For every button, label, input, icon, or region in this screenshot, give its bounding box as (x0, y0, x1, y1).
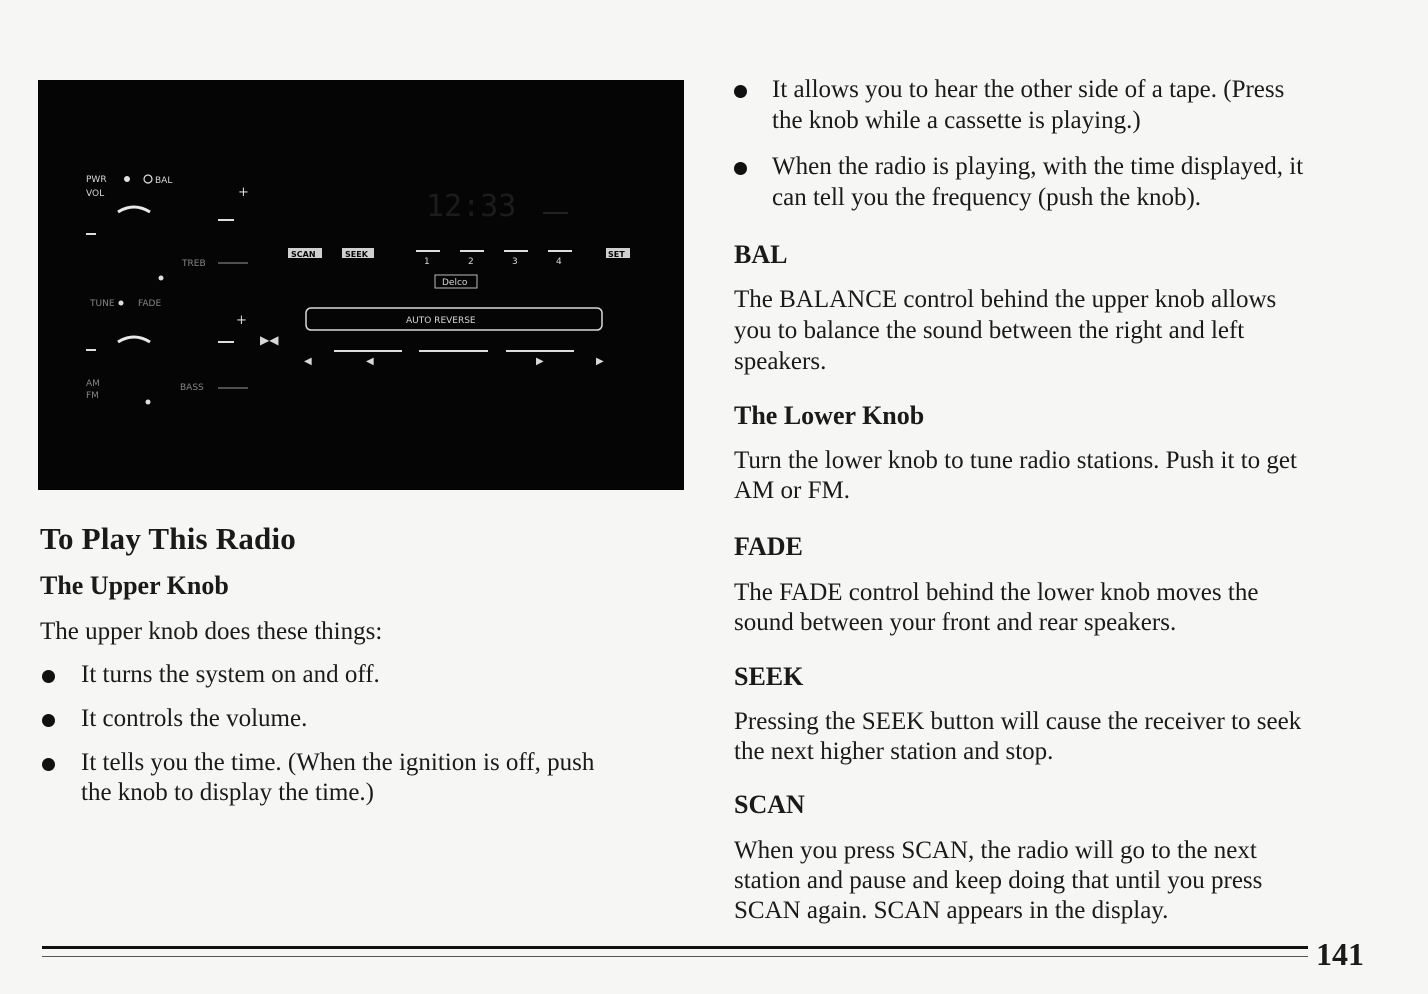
list-item-text-continued: can tell you the frequency (push the knob). (772, 184, 1202, 211)
list-item-text: It controls the volume. (81, 705, 308, 732)
list-item (42, 704, 672, 734)
page-number: 141 (1316, 936, 1364, 972)
list-item (734, 152, 1394, 212)
list-item (42, 660, 672, 690)
radio-label-bass: BASS (180, 383, 204, 393)
radio-label-bal: BAL (155, 176, 173, 186)
radio-seek-button-label: SEEK (345, 250, 368, 259)
list-item (42, 748, 672, 808)
radio-label-fade: FADE (138, 299, 162, 309)
svg-text:+: + (238, 185, 249, 200)
scan-text-line: SCAN again. SCAN appears in the display. (734, 897, 1169, 924)
radio-brand-label: Delco (442, 278, 468, 288)
seek-text-line: the next higher station and stop. (734, 738, 1054, 765)
footer-rule-thin (42, 956, 1308, 957)
bullet-icon (734, 162, 747, 175)
fade-text-line: sound between your front and rear speakers. (734, 609, 1177, 636)
bal-text-line: The BALANCE control behind the upper knob allows (734, 286, 1277, 313)
svg-text:▶: ▶ (536, 356, 544, 367)
upper-knob-intro: The upper knob does these things: (40, 618, 383, 645)
radio-label-pwr: PWR (86, 175, 107, 185)
lower-knob-text-line: Turn the lower knob to tune radio stations. Push it to get (734, 447, 1297, 474)
list-item (734, 75, 1394, 135)
page-title: To Play This Radio (40, 521, 297, 556)
radio-label-treb: TREB (182, 259, 206, 269)
lower-knob-text-line: AM or FM. (734, 477, 850, 504)
bal-text-line: you to balance the sound between the right and left (734, 317, 1245, 344)
list-item-text: When the radio is playing, with the time displayed, it (772, 153, 1304, 180)
scan-text-line: When you press SCAN, the radio will go to the next (734, 837, 1257, 864)
svg-text:▶◀: ▶◀ (260, 333, 279, 347)
bullet-icon (42, 714, 55, 727)
bal-heading: BAL (734, 240, 788, 269)
radio-preset-label: 1 (424, 257, 430, 267)
seek-text-line: Pressing the SEEK button will cause the receiver to seek (734, 708, 1302, 735)
radio-set-button-label: SET (608, 250, 625, 259)
svg-text:+: + (236, 313, 247, 328)
bullet-icon (42, 670, 55, 683)
radio-faceplate-illustration (38, 80, 684, 490)
radio-auto-reverse-label: AUTO REVERSE (406, 316, 476, 326)
radio-preset-label: 3 (512, 257, 518, 267)
radio-time-display: 12:33 (426, 189, 517, 224)
radio-label-vol: VOL (86, 189, 105, 199)
list-item-text: It allows you to hear the other side of a tape. (Press (772, 76, 1285, 103)
list-item-text: It turns the system on and off. (81, 661, 380, 688)
radio-label-fm: FM (86, 391, 99, 401)
svg-text:▶: ▶ (596, 356, 604, 367)
seek-heading: SEEK (734, 662, 804, 691)
radio-photo (38, 80, 684, 490)
radio-label-am: AM (86, 379, 100, 389)
fade-heading: FADE (734, 532, 803, 561)
list-item-text-continued: the knob while a cassette is playing.) (772, 107, 1141, 134)
lower-knob-heading: The Lower Knob (734, 401, 925, 430)
list-item-text-continued: the knob to display the time.) (81, 779, 375, 806)
upper-knob-heading: The Upper Knob (40, 571, 229, 600)
scan-heading: SCAN (734, 790, 805, 819)
list-item-text: It tells you the time. (When the ignition is off, push (81, 749, 595, 776)
radio-preset-label: 4 (556, 257, 562, 267)
fade-text-line: The FADE control behind the lower knob moves the (734, 579, 1259, 606)
scan-text-line: station and pause and keep doing that until you press (734, 867, 1263, 894)
radio-label-tune: TUNE (90, 299, 115, 309)
svg-text:◀: ◀ (366, 356, 374, 367)
svg-text:◀: ◀ (304, 356, 312, 367)
bullet-icon (734, 85, 747, 98)
radio-preset-label: 2 (468, 257, 474, 267)
bullet-icon (42, 758, 55, 771)
footer-rule (42, 946, 1308, 949)
bal-text-line: speakers. (734, 348, 827, 375)
radio-scan-button-label: SCAN (291, 250, 316, 259)
